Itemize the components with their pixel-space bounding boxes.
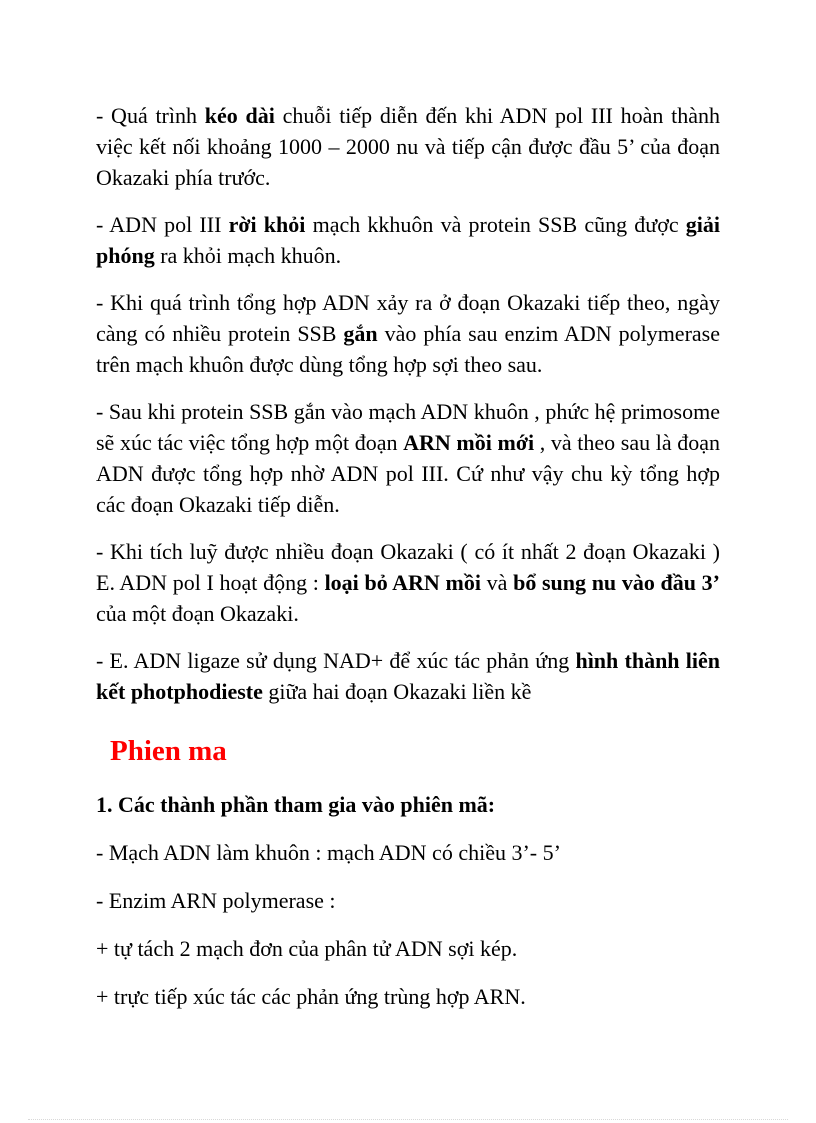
bold-text: ARN mồi mới: [403, 430, 535, 455]
bold-text: bổ sung nu vào đầu 3’: [513, 570, 720, 595]
paragraph-list: [96, 100, 720, 707]
paragraph-text: chuỗi tiếp diễn đến khi ADN pol III hoàn thành việc kết nối khoảng 1000 – 2000 nu và tiếp cận được đầu 5’ của đoạn Okazaki phía trước.: [96, 103, 721, 190]
paragraph-text: - Khi quá trình tổng hợp ADN xảy ra ở đoạn Okazaki tiếp theo, ngày càng có nhiều protein SSB: [96, 290, 720, 346]
paragraph-text: - E. ADN ligaze sử dụng NAD+ để xúc tác phản ứng: [96, 648, 576, 673]
paragraph-text: - Khi tích luỹ được nhiều đoạn Okazaki ( có ít nhất 2 đoạn Okazaki ) E. ADN pol I hoạt động :: [96, 539, 720, 595]
paragraph-text: ra khỏi mạch khuôn.: [154, 243, 342, 268]
body-paragraph: [96, 287, 720, 380]
paragraph-text: giữa hai đoạn Okazaki liền kề: [262, 679, 532, 704]
paragraph-text: của một đoạn Okazaki.: [96, 601, 299, 626]
bold-text: gắn: [343, 321, 378, 346]
paragraph-text: và: [480, 570, 514, 595]
paragraph-text: mạch kkhuôn và protein SSB cũng được: [305, 212, 686, 237]
paragraph-text: - Quá trình: [96, 103, 205, 128]
document-page: [96, 100, 720, 1029]
paragraph-text: , và theo sau là đoạn ADN được tổng hợp nhờ ADN pol III. Cứ như vậy chu kỳ tổng hợp các đoạn Okazaki tiếp diễn.: [96, 430, 721, 517]
bold-text: hình thành liên kết photphodieste: [96, 648, 720, 704]
body-paragraph: [96, 396, 720, 520]
body-paragraph: [96, 536, 720, 629]
text-line-enzim: - Enzim ARN polymerase :: [96, 888, 336, 913]
text-line-tach-mach: + tự tách 2 mạch đơn của phân tử ADN sợi kép.: [96, 936, 518, 961]
bold-text: giải phóng: [96, 212, 720, 268]
bold-text: loại bỏ ARN mồi: [324, 570, 481, 595]
text-line-xuc-tac: + trực tiếp xúc tác các phản ứng trùng hợp ARN.: [96, 984, 526, 1009]
paragraph-text: - ADN pol III: [96, 212, 229, 237]
body-paragraph: [96, 100, 720, 193]
section-subheading: 1. Các thành phần tham gia vào phiên mã:: [96, 792, 496, 817]
page-bottom-divider: [28, 1119, 788, 1120]
bold-text: rời khỏi: [228, 212, 306, 237]
section-heading: Phien ma: [110, 735, 227, 767]
body-paragraph: [96, 645, 720, 707]
bold-text: kéo dài: [204, 103, 275, 128]
text-line-template-mach: - Mạch ADN làm khuôn : mạch ADN có chiều 3’- 5’: [96, 840, 561, 865]
body-paragraph: [96, 209, 720, 271]
paragraph-text: vào phía sau enzim ADN polymerase trên mạch khuôn được dùng tổng hợp sợi theo sau.: [96, 321, 720, 377]
paragraph-text: - Sau khi protein SSB gắn vào mạch ADN khuôn , phức hệ primosome sẽ xúc tác việc tổng hợp một đoạn: [96, 399, 720, 455]
